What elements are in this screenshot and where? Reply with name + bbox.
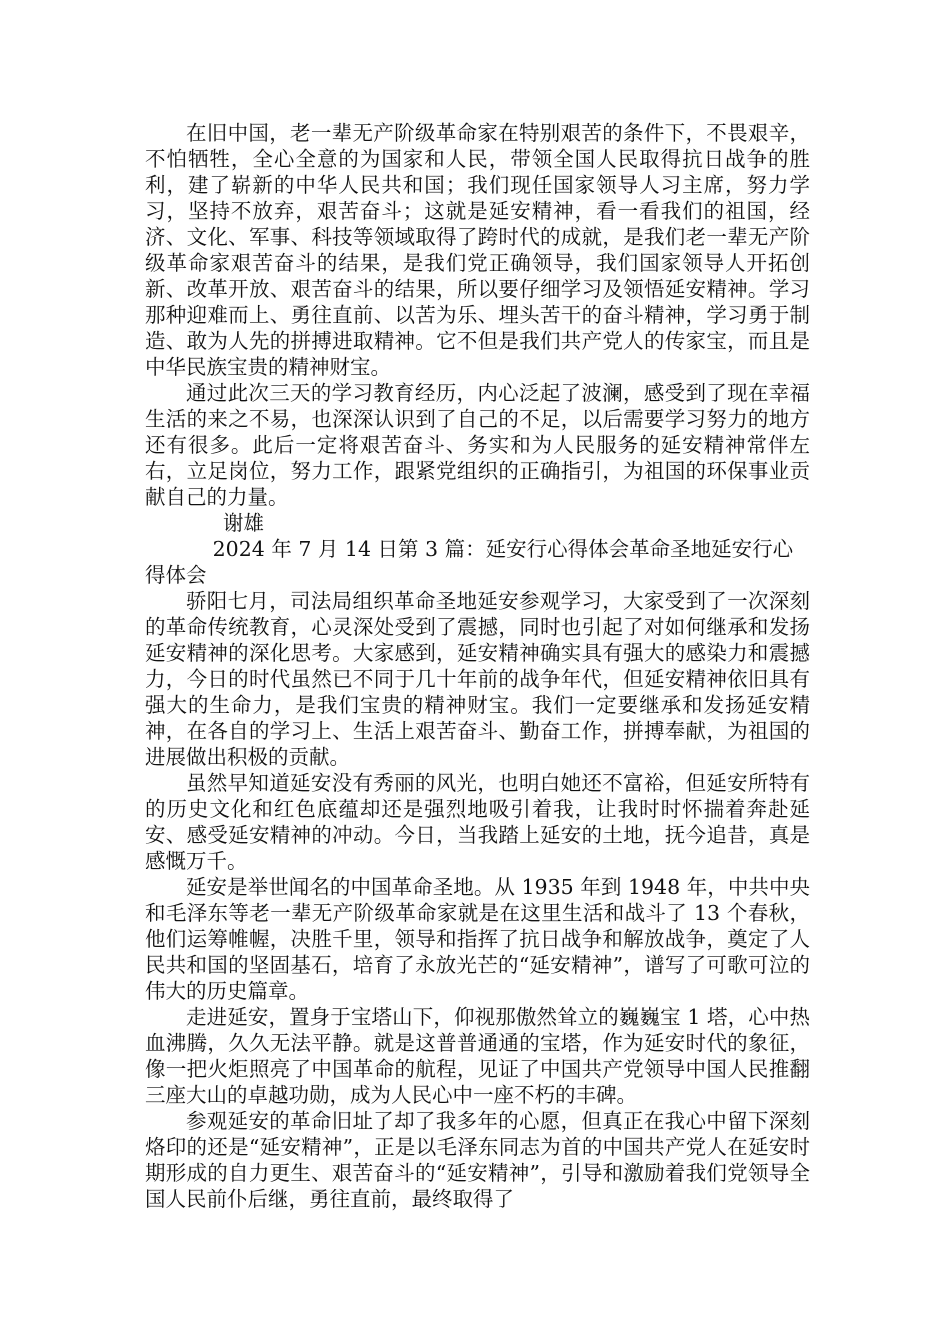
paragraph-pagoda-hill: 走进延安，置身于宝塔山下，仰视那傲然耸立的巍巍宝 1 塔，心中热血沸腾，久久无法平静。就是这普普通通的宝塔，作为延安时代的象征，像一把火炬照亮了中国革命的航程，见证了中国共产党领导中国人民推翻三座大山的卓越功勋，成为人民心中一座不朽的丰碑。 (145, 1005, 810, 1107)
paragraph-july-visit: 骄阳七月，司法局组织革命圣地延安参观学习，大家受到了一次深刻的革命传统教育，心灵深处受到了震撼，同时也引起了对如何继承和发扬延安精神的深化思考。大家感到，延安精神确实具有强大的感染力和震撼力，今日的时代虽然已不同于几十年前的战争年代，但延安精神依旧具有强大的生命力，是我们宝贵的精神财宝。我们一定要继承和发扬延安精神，在各自的学习上、生活上艰苦奋斗、勤奋工作，拼搏奉献，为祖国的进展做出积极的贡献。 (145, 589, 810, 769)
paragraph-three-days-study: 通过此次三天的学习教育经历，内心泛起了波澜，感受到了现在幸福生活的来之不易，也深深认识到了自己的不足，以后需要学习努力的地方还有很多。此后一定将艰苦奋斗、务实和为人民服务的延安精神常伴左右，立足岗位，努力工作，跟紧党组织的正确指引，为祖国的环保事业贡献自己的力量。 (145, 381, 810, 509)
article-heading: 2024 年 7 月 14 日第 3 篇：延安行心得体会革命圣地延安行心得体会 (145, 537, 794, 587)
paragraph-old-china: 在旧中国，老一辈无产阶级革命家在特别艰苦的条件下，不畏艰辛，不怕牺牲，全心全意的为国家和人民，带领全国人民取得抗日战争的胜利，建了崭新的中华人民共和国；我们现任国家领导人习主席，努力学习，坚持不放弃，艰苦奋斗；这就是延安精神，看一看我们的祖国，经济、文化、军事、科技等领域取得了跨时代的成就，是我们老一辈无产阶级革命家艰苦奋斗的结果，是我们党正确领导，我们国家领导人开拓创新、改革开放、艰苦奋斗的结果，所以要仔细学习及领悟延安精神。学习那种迎难而上、勇往直前、以苦为乐、埋头苦干的奋斗精神，学习勇于制造、敢为人先的拼搏进取精神。它不但是我们共产党人的传家宝，而且是中华民族宝贵的精神财宝。 (145, 121, 810, 379)
paragraph-yanan-spirit: 参观延安的革命旧址了却了我多年的心愿，但真正在我心中留下深刻烙印的还是“延安精神”，正是以毛泽东同志为首的中国共产党人在延安时期形成的自力更生、艰苦奋斗的“延安精神”，引导和激励着我们党领导全国人民前仆后继，勇往直前，最终取得了 (145, 1109, 810, 1211)
document-body (145, 120, 810, 1212)
paragraph-revolution-holy-land: 延安是举世闻名的中国革命圣地。从 1935 年到 1948 年，中共中央和毛泽东等老一辈无产阶级革命家就是在这里生活和战斗了 13 个春秋，他们运筹帷幄，决胜千里，领导和指挥了抗日战争和解放战争，奠定了人民共和国的坚固基石，培育了永放光芒的“延安精神”，谱写了可歌可泣的伟大的历史篇章。 (145, 875, 810, 1003)
author-signature: 谢雄 (223, 511, 264, 535)
paragraph-red-heritage: 虽然早知道延安没有秀丽的风光，也明白她还不富裕，但延安所特有的历史文化和红色底蕴却还是强烈地吸引着我，让我时时怀揣着奔赴延安、感受延安精神的冲动。今日，当我踏上延安的土地，抚今追昔，真是感慨万千。 (145, 771, 810, 873)
